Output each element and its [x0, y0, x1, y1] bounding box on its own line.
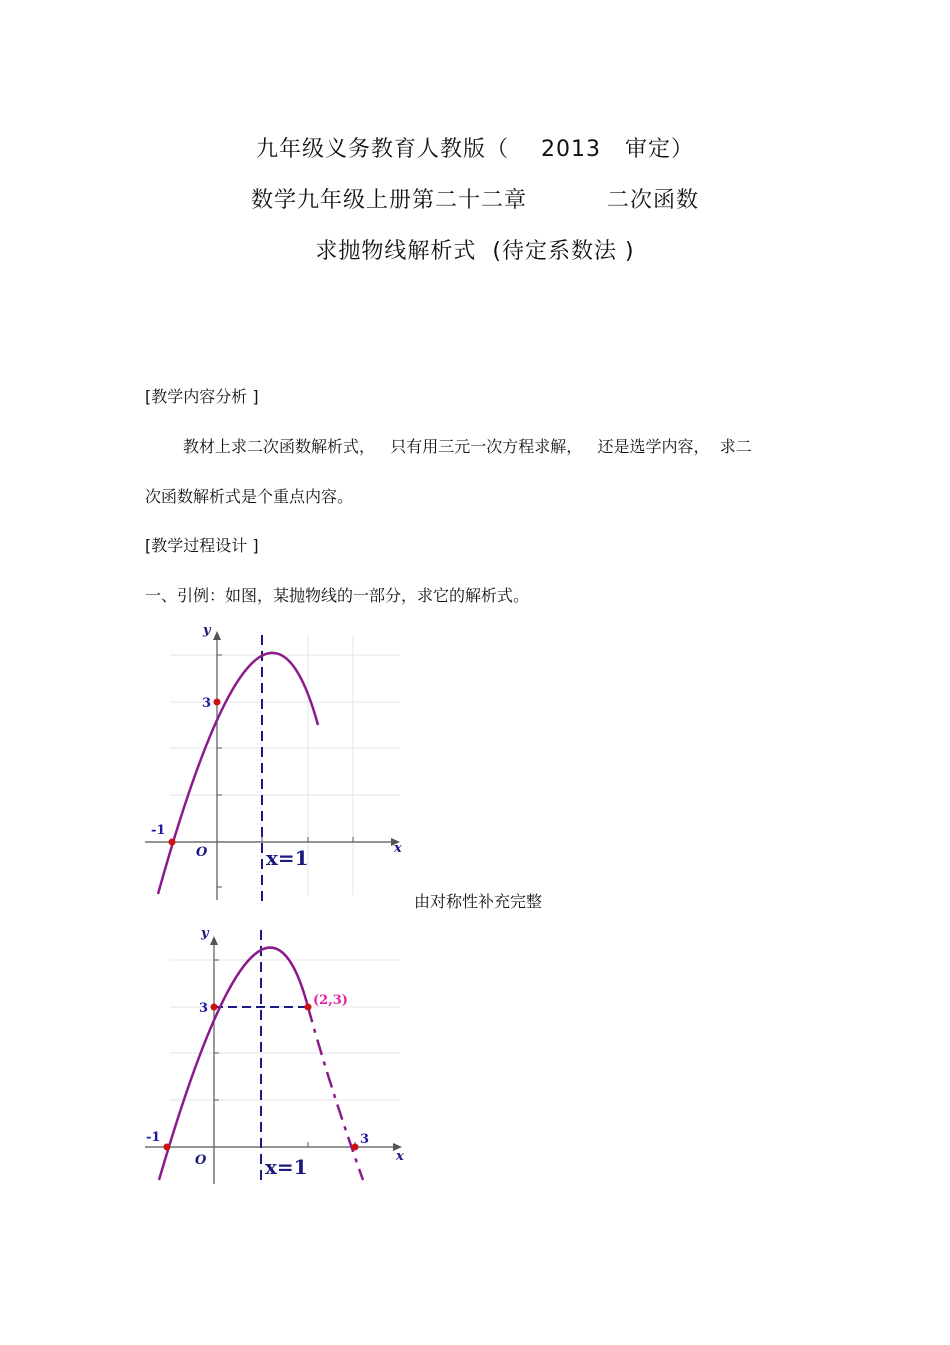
analysis-paragraph-line2: 次函数解析式是个重点内容。	[145, 487, 354, 506]
analysis-paragraph-line1: 教材上求二次函数解析式， 只有用三元一次方程求解， 还是选学内容， 求二	[183, 437, 752, 456]
point-x-intercept	[169, 839, 176, 846]
section-heading-process: [教学过程设计 ]	[145, 536, 259, 555]
x-axis-label: x	[394, 841, 402, 856]
point-x-intercept-left	[164, 1144, 171, 1151]
doc-title-line2: 数学九年级上册第二十二章 二次函数	[251, 188, 699, 213]
point-y-intercept	[214, 699, 221, 706]
figure-caption: 由对称性补充完整	[414, 892, 543, 911]
point-y-intercept	[211, 1004, 218, 1011]
axis-equation-label: x=1	[266, 846, 309, 870]
axis-equation-label: x=1	[265, 1155, 308, 1179]
parabola-completion	[308, 1007, 363, 1180]
x-intercept-left-label: -1	[146, 1130, 161, 1145]
y-intercept-label: 3	[199, 1001, 209, 1016]
figure-1-parabola	[140, 615, 420, 910]
x-intercept-right-label: 3	[360, 1132, 370, 1147]
doc-title-line3: 求抛物线解析式 (待定系数法 )	[315, 239, 635, 264]
y-axis-label: y	[203, 623, 211, 638]
figure-2-parabola	[140, 922, 420, 1187]
origin-label: O	[196, 845, 208, 860]
parabola-curve	[159, 948, 308, 1180]
section-heading-analysis: [教学内容分析 ]	[145, 387, 259, 406]
origin-label: O	[195, 1153, 207, 1168]
doc-title-line1: 九年级义务教育人教版（ 2013 审定）	[256, 137, 694, 162]
example-intro: 一、引例：如图，某抛物线的一部分，求它的解析式。	[145, 586, 530, 605]
y-intercept-label: 3	[202, 696, 212, 711]
x-intercept-label: -1	[151, 823, 166, 838]
y-axis-label: y	[201, 926, 209, 941]
x-axis-label: x	[396, 1149, 404, 1164]
point-label-2-3: (2,3)	[313, 993, 348, 1008]
point-x-intercept-right	[352, 1144, 359, 1151]
point-symmetric	[305, 1004, 312, 1011]
